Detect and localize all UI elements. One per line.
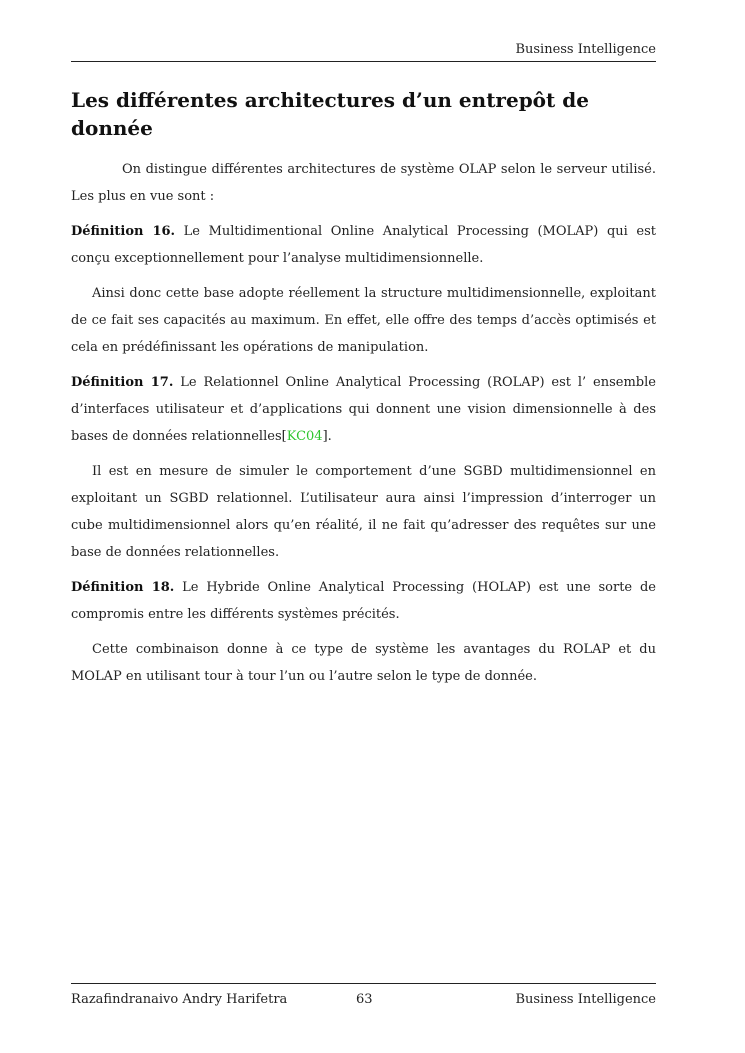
definition-16-label: Définition 16. <box>71 224 176 239</box>
citation-open-bracket: [ <box>281 429 287 444</box>
definition-16-text: Le Multidimentional Online Analytical Processing (MOLAP) qui est conçu exceptionnellement pour l’analyse multidimensionnelle. <box>71 224 656 266</box>
definition-17-label: Définition 17. <box>71 375 174 390</box>
definition-16 <box>71 218 656 272</box>
page-content <box>71 86 656 698</box>
holap-paragraph: Cette combinaison donne à ce type de système les avantages du ROLAP et du MOLAP en utilisant tour à tour l’un ou l’autre selon le type de donnée. <box>71 642 656 684</box>
molap-paragraph: Ainsi donc cette base adopte réellement la structure multidimensionnelle, exploitant de ce fait ses capacités au maximum. En effet, elle offre des temps d’accès optimisés et cela en prédéfinissant les opérations de manipulation. <box>71 286 656 355</box>
page-header <box>71 42 656 62</box>
header-title: Business Intelligence <box>515 42 656 57</box>
footer-author: Razafindranaivo Andry Harifetra <box>71 992 288 1007</box>
definition-17-text: Le Relationnel Online Analytical Processing (ROLAP) est l’ ensemble d’interfaces utilisateur et d’applications qui donnent une vision dimensionnelle à des bases de données relationnelles <box>71 375 656 444</box>
page-footer <box>71 983 656 1008</box>
definition-17 <box>71 369 656 450</box>
page-number: 63 <box>356 992 373 1007</box>
definition-18 <box>71 574 656 628</box>
intro-paragraph: On distingue différentes architectures de système OLAP selon le serveur utilisé. Les plus en vue sont : <box>71 162 656 204</box>
rolap-paragraph: Il est en mesure de simuler le comportement d’une SGBD multidimensionnel en exploitant un SGBD relationnel. L’utilisateur aura ainsi l’impression d’interroger un cube multidimensionnel alors qu’en réalité, il ne fait qu’adresser des requêtes sur une base de données relationnelles. <box>71 464 656 560</box>
citation-link[interactable]: KC04 <box>286 429 323 444</box>
definition-18-label: Définition 18. <box>71 580 175 595</box>
footer-title: Business Intelligence <box>515 992 656 1007</box>
definition-18-text: Le Hybride Online Analytical Processing (HOLAP) est une sorte de compromis entre les différents systèmes précités. <box>71 580 656 622</box>
section-title: Les différentes architectures d’un entrepôt de donnée <box>71 88 589 140</box>
citation-close-bracket: ]. <box>322 429 332 444</box>
